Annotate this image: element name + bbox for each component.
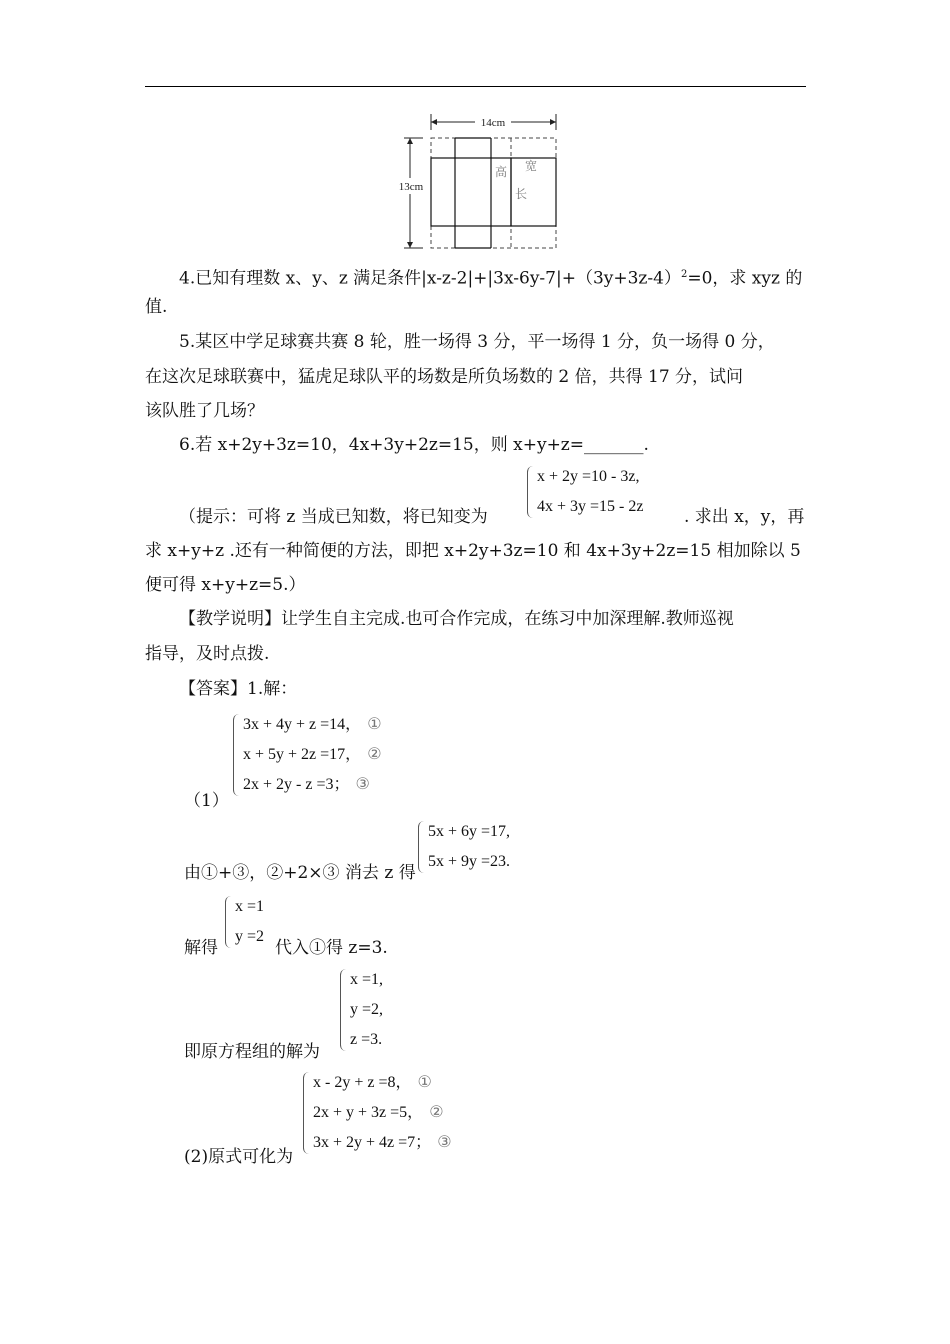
problem-5-line3: 该队胜了几场？	[145, 401, 264, 421]
system-5-row: x - 2y + z =8， ①	[313, 1074, 432, 1091]
teaching-note-line2: 指导，及时点拨.	[145, 644, 270, 664]
problem-5-line1: 5.某区中学足球赛共赛 8 轮，胜一场得 3 分，平一场得 1 分，负一场得 0 分，	[179, 332, 775, 352]
system-1-row: 3x + 4y + z =14， ①	[243, 716, 382, 733]
system-1-row: x + 5y + 2z =17， ②	[243, 746, 382, 763]
system-3	[225, 892, 264, 952]
label-gao: 高	[495, 165, 508, 179]
system-5-row: 2x + y + 3z =5， ②	[313, 1104, 444, 1121]
system-4-row: z =3.	[350, 1031, 383, 1048]
answer-header: 【答案】1.解：	[179, 679, 298, 699]
system-3-row: y =2	[235, 928, 265, 945]
hint-line1a: （提示：可将 z 当成已知数，将已知变为	[179, 507, 488, 527]
elimination-text: 由①+③，②+2×③ 消去 z 得	[184, 863, 416, 883]
system-5-row: 3x + 2y + 4z =7； ③	[313, 1134, 452, 1151]
problem-5-line2: 在这次足球联赛中，猛虎足球队平的场数是所负场数的 2 倍，共得 17 分，试问	[145, 367, 744, 387]
system-2-row: 5x + 9y =23.	[428, 853, 511, 870]
label-kuan: 宽	[525, 159, 538, 173]
header-rule	[145, 86, 806, 87]
system-1-row: 2x + 2y - z =3； ③	[243, 776, 370, 793]
part-2-text: (2)原式可化为	[184, 1147, 294, 1167]
problem-4-cont: 值.	[145, 297, 168, 317]
system-1	[233, 710, 382, 800]
hint-line1b: . 求出 x，y，再	[684, 507, 805, 527]
hint-equation-system	[527, 462, 643, 522]
hint-line2: 求 x+y+z .还有一种简便的方法，即把 x+2y+3z=10 和 4x+3y+2z=15 相加除以 5	[145, 541, 801, 561]
problem-4: 4.已知有理数 x、y、z 满足条件$|x-z-2|+|3x-6y-7|+(3y+3z-4)^2=0$，求 xyz 的	[179, 268, 803, 289]
width-label: 14cm	[480, 117, 506, 129]
hint-eq-row: 4x + 3y =15 - 2z	[537, 498, 644, 515]
system-4	[340, 965, 383, 1055]
label-chang: 长	[515, 187, 528, 201]
problem-6: 6.若 x+2y+3z=10，4x+3y+2z=15，则 x+y+z=_______.	[179, 435, 649, 455]
system-3-row: x =1	[235, 898, 265, 915]
system-4-row: y =2,	[350, 1001, 384, 1018]
box-net-figure	[395, 108, 575, 253]
hint-eq-row: x + 2y =10 - 3z,	[537, 468, 640, 485]
solve-text: 解得	[184, 938, 218, 958]
system-4-row: x =1,	[350, 971, 384, 988]
system-2-row: 5x + 6y =17,	[428, 823, 511, 840]
teaching-note-line1: 【教学说明】让学生自主完成.也可合作完成，在练习中加深理解.教师巡视	[179, 609, 734, 629]
substitute-text: 代入①得 z=3.	[275, 938, 388, 958]
height-label: 13cm	[398, 181, 424, 193]
final-solution-text: 即原方程组的解为	[184, 1042, 320, 1062]
part-1-label: （1）	[184, 791, 229, 811]
system-2	[418, 817, 510, 877]
hint-line3: 便可得 x+y+z=5.）	[145, 575, 306, 595]
system-5	[303, 1068, 452, 1158]
